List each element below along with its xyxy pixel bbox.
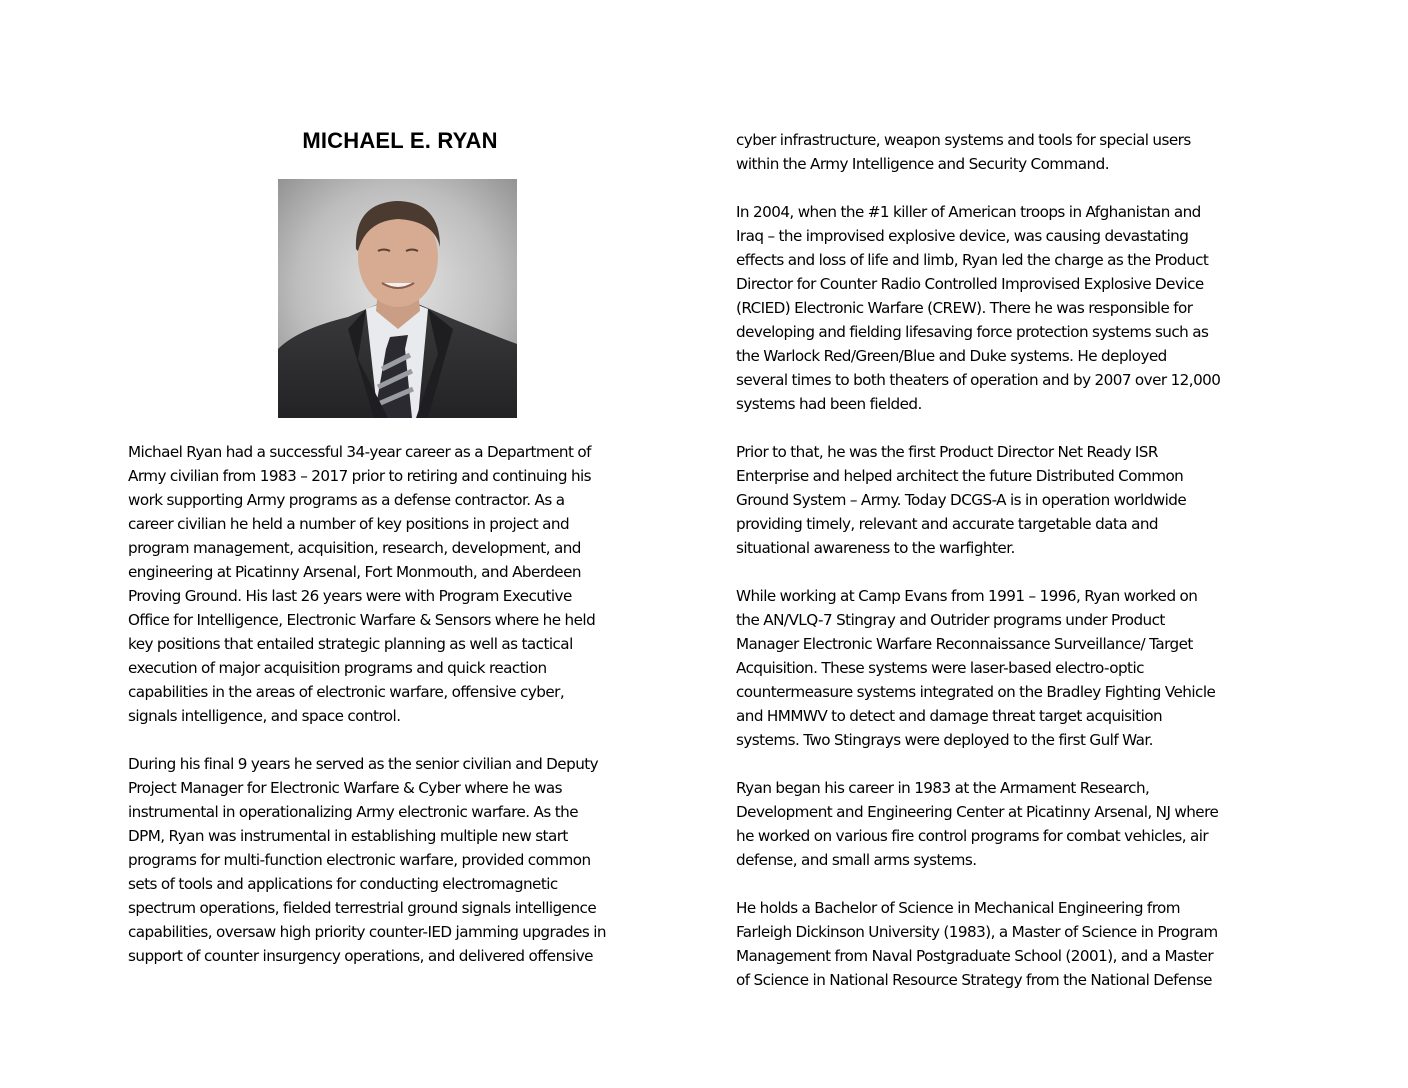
text-line: Proving Ground. His last 26 years were with Program Executive [128, 587, 572, 605]
text-line: the Warlock Red/Green/Blue and Duke systems. He deployed [736, 347, 1167, 365]
text-line: the AN/VLQ-7 Stingray and Outrider programs under Product [736, 611, 1165, 629]
text-line: Office for Intelligence, Electronic Warfare & Sensors where he held [128, 611, 596, 629]
bio-paragraph [736, 128, 1296, 176]
text-line: capabilities, oversaw high priority counter-IED jamming upgrades in [128, 923, 606, 941]
text-line: During his final 9 years he served as the senior civilian and Deputy [128, 755, 599, 773]
text-line: Project Manager for Electronic Warfare & Cyber where he was [128, 779, 563, 797]
bio-paragraph [736, 440, 1296, 560]
portrait-photo [278, 179, 517, 418]
bio-paragraph [736, 896, 1296, 992]
bio-paragraph [128, 752, 676, 968]
text-line: career civilian he held a number of key positions in project and [128, 515, 570, 533]
text-line: systems. Two Stingrays were deployed to the first Gulf War. [736, 731, 1153, 749]
text-line: Manager Electronic Warfare Reconnaissance Surveillance/ Target [736, 635, 1193, 653]
bio-paragraph [736, 584, 1296, 752]
text-line: capabilities in the areas of electronic warfare, offensive cyber, [128, 683, 565, 701]
text-line: Acquisition. These systems were laser-based electro-optic [736, 659, 1144, 677]
text-line: Ground System – Army. Today DCGS-A is in operation worldwide [736, 491, 1187, 509]
text-line: Management from Naval Postgraduate School (2001), and a Master [736, 947, 1214, 965]
page-title: MICHAEL E. RYAN [302, 128, 498, 153]
text-line: cyber infrastructure, weapon systems and tools for special users [736, 131, 1191, 149]
text-line: Prior to that, he was the first Product Director Net Ready ISR [736, 443, 1158, 461]
text-line: While working at Camp Evans from 1991 – 1996, Ryan worked on [736, 587, 1198, 605]
text-line: within the Army Intelligence and Security Command. [736, 155, 1109, 173]
text-line: (RCIED) Electronic Warfare (CREW). There he was responsible for [736, 299, 1193, 317]
text-line: key positions that entailed strategic planning as well as tactical [128, 635, 573, 653]
text-line: Enterprise and helped architect the future Distributed Common [736, 467, 1184, 485]
right-column [736, 128, 1296, 1016]
text-line: he worked on various fire control programs for combat vehicles, air [736, 827, 1209, 845]
text-line: defense, and small arms systems. [736, 851, 977, 869]
text-line: DPM, Ryan was instrumental in establishing multiple new start [128, 827, 568, 845]
text-line: effects and loss of life and limb, Ryan led the charge as the Product [736, 251, 1209, 269]
text-line: execution of major acquisition programs and quick reaction [128, 659, 547, 677]
text-line: work supporting Army programs as a defense contractor. As a [128, 491, 565, 509]
left-column [128, 440, 676, 992]
text-line: support of counter insurgency operations, and delivered offensive [128, 947, 593, 965]
text-line: Ryan began his career in 1983 at the Armament Research, [736, 779, 1150, 797]
text-line: Army civilian from 1983 – 2017 prior to retiring and continuing his [128, 467, 592, 485]
text-line: situational awareness to the warfighter. [736, 539, 1015, 557]
bio-paragraph [128, 440, 676, 728]
text-line: and HMMWV to detect and damage threat target acquisition [736, 707, 1163, 725]
text-line: countermeasure systems integrated on the Bradley Fighting Vehicle [736, 683, 1216, 701]
text-line: several times to both theaters of operation and by 2007 over 12,000 [736, 371, 1221, 389]
text-line: signals intelligence, and space control. [128, 707, 401, 725]
text-line: Farleigh Dickinson University (1983), a Master of Science in Program [736, 923, 1218, 941]
text-line: In 2004, when the #1 killer of American troops in Afghanistan and [736, 203, 1201, 221]
text-line: Director for Counter Radio Controlled Improvised Explosive Device [736, 275, 1204, 293]
text-line: systems had been fielded. [736, 395, 922, 413]
text-line: Iraq – the improvised explosive device, was causing devastating [736, 227, 1189, 245]
text-line: He holds a Bachelor of Science in Mechanical Engineering from [736, 899, 1181, 917]
text-line: spectrum operations, fielded terrestrial ground signals intelligence [128, 899, 597, 917]
text-line: program management, acquisition, research, development, and [128, 539, 581, 557]
bio-paragraph [736, 776, 1296, 872]
text-line: Michael Ryan had a successful 34-year career as a Department of [128, 443, 591, 461]
text-line: providing timely, relevant and accurate targetable data and [736, 515, 1158, 533]
text-line: developing and fielding lifesaving force protection systems such as [736, 323, 1209, 341]
bio-paragraph [736, 200, 1296, 416]
text-line: programs for multi-function electronic warfare, provided common [128, 851, 591, 869]
text-line: of Science in National Resource Strategy from the National Defense [736, 971, 1212, 989]
text-line: Development and Engineering Center at Picatinny Arsenal, NJ where [736, 803, 1219, 821]
text-line: sets of tools and applications for conducting electromagnetic [128, 875, 558, 893]
text-line: instrumental in operationalizing Army electronic warfare. As the [128, 803, 578, 821]
text-line: engineering at Picatinny Arsenal, Fort Monmouth, and Aberdeen [128, 563, 581, 581]
